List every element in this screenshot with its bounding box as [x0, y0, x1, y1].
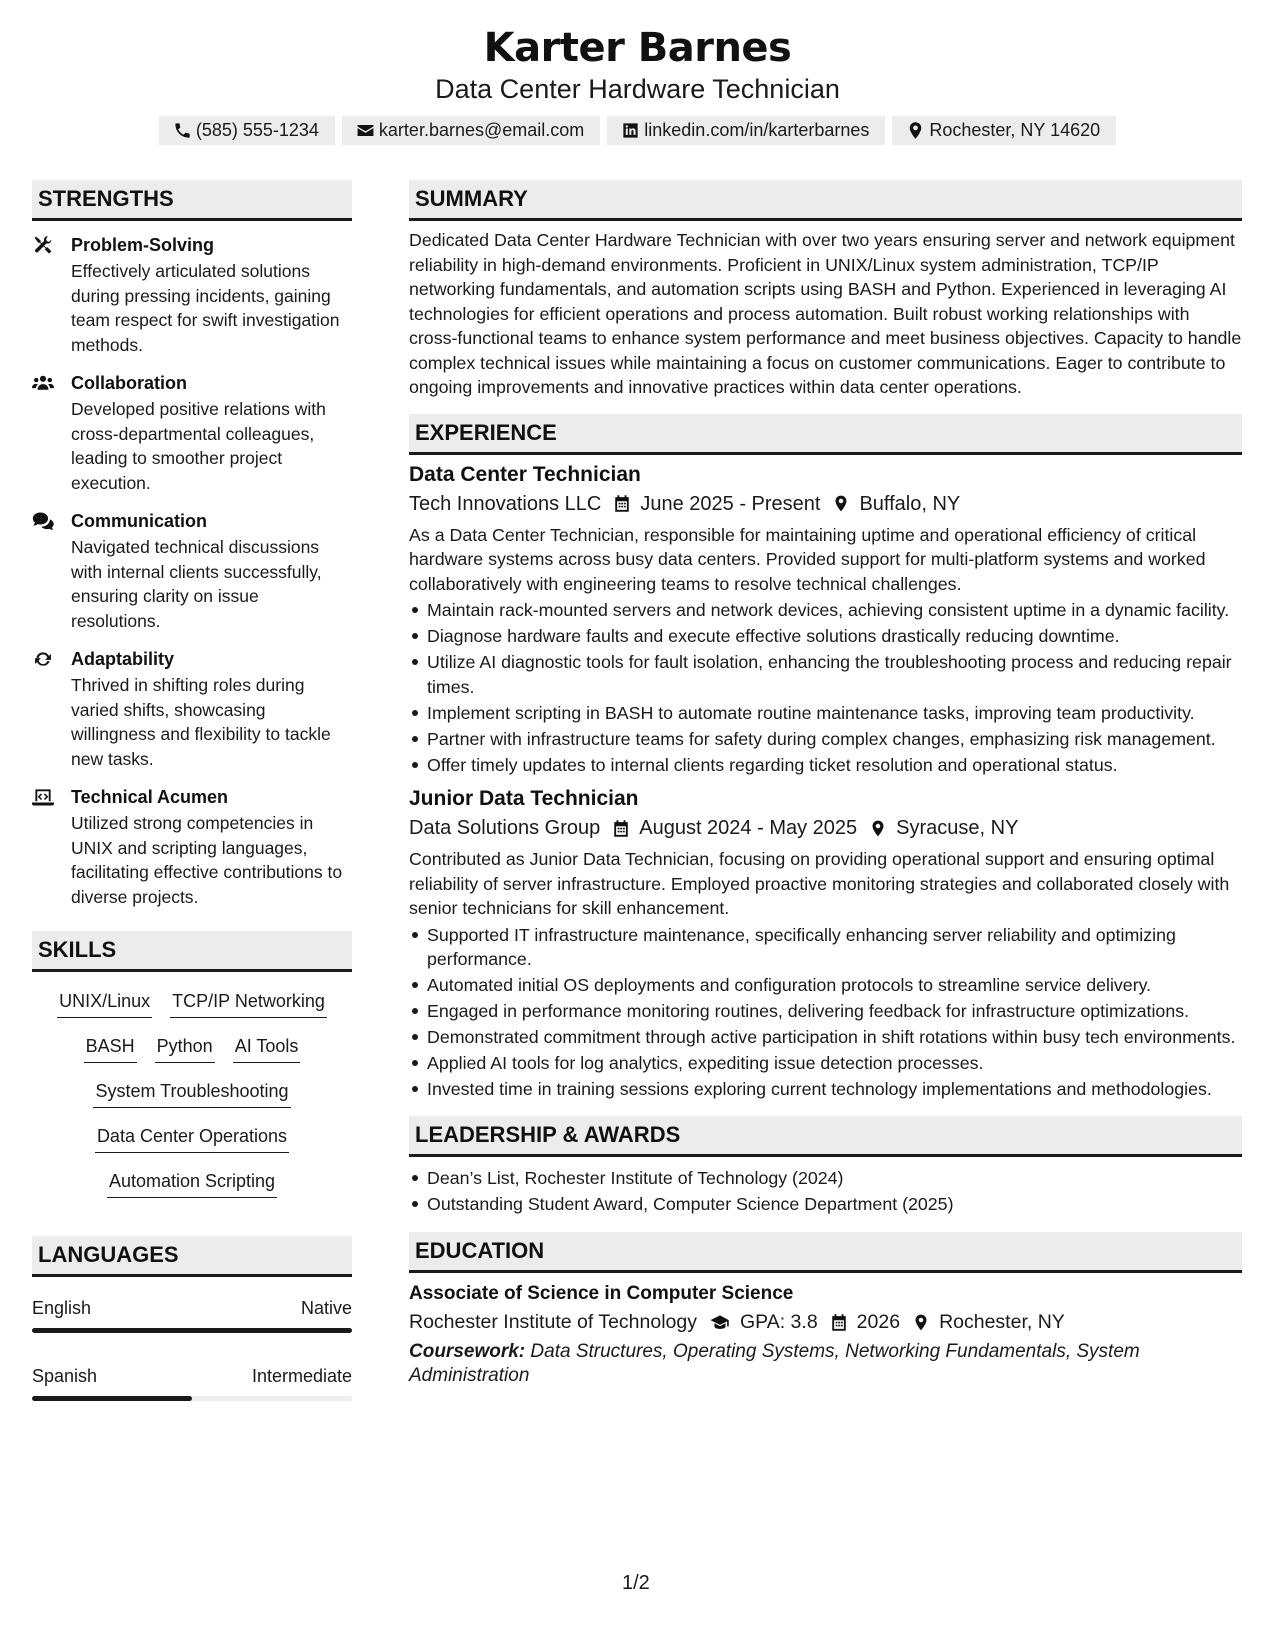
- school-name: Rochester Institute of Technology: [409, 1311, 697, 1333]
- education-entry: [409, 1281, 1242, 1388]
- skill-row: [38, 1034, 346, 1079]
- skill-row: [38, 1169, 346, 1214]
- summary-heading: SUMMARY: [409, 180, 1242, 221]
- list-item: Invested time in training sessions exploring current technology implementations and methodologies.: [409, 1077, 1242, 1102]
- contact-linkedin[interactable]: [607, 116, 885, 145]
- skills-heading: SKILLS: [32, 931, 352, 972]
- strength-text: Thrived in shifting roles during varied shifts, showcasing willingness and flexibility to tackle new tasks.: [71, 675, 331, 769]
- proficiency-fill: [32, 1328, 352, 1333]
- coursework-label: Coursework:: [409, 1341, 526, 1362]
- strength-title: Technical Acumen: [71, 787, 229, 807]
- strength-text: Utilized strong competencies in UNIX and scripting languages, facilitating effective contributions to diverse projects.: [71, 813, 343, 907]
- job-bullets: [409, 598, 1242, 777]
- phone-text: (585) 555-1234: [195, 120, 319, 140]
- language-level: Intermediate: [251, 1366, 352, 1386]
- calendar-icon: [613, 494, 631, 513]
- candidate-name: Karter Barnes: [483, 25, 792, 71]
- envelope-icon: [356, 121, 375, 140]
- list-item: Maintain rack-mounted servers and network devices, achieving consistent uptime in a dynamic facility.: [409, 598, 1242, 623]
- list-item: Partner with infrastructure teams for safety during complex changes, emphasizing risk management.: [409, 727, 1242, 752]
- strength-title: Problem-Solving: [71, 235, 215, 255]
- skills-list: [32, 989, 352, 1214]
- map-pin-icon: [906, 121, 925, 140]
- proficiency-bar: [32, 1396, 352, 1401]
- language-level: Native: [300, 1298, 352, 1318]
- left-column: [32, 180, 352, 1401]
- gpa-text: GPA: 3.8: [739, 1311, 818, 1333]
- contact-phone: [159, 116, 335, 145]
- strength-text: Effectively articulated solutions during pressing incidents, gaining team respect for swift investigation methods.: [71, 261, 340, 355]
- map-pin-icon: [832, 494, 850, 513]
- list-item: Supported IT infrastructure maintenance, specifically enhancing server reliability and optimizing performance.: [409, 923, 1242, 972]
- skill-tag: Data Center Operations: [95, 1124, 289, 1153]
- calendar-icon: [830, 1313, 848, 1332]
- strengths-heading: STRENGTHS: [32, 180, 352, 221]
- laptop-code-icon: [32, 787, 54, 807]
- job-meta: [409, 489, 1242, 519]
- strengths-list: [32, 233, 352, 909]
- strength-title: Collaboration: [71, 373, 187, 393]
- degree-title: Associate of Science in Computer Science: [409, 1283, 794, 1304]
- linkedin-text[interactable]: linkedin.com/in/karterbarnes: [644, 120, 870, 140]
- skill-tag: TCP/IP Networking: [170, 989, 327, 1018]
- job-location: Syracuse, NY: [896, 817, 1019, 839]
- users-icon: [32, 373, 54, 393]
- job-dates: August 2024 - May 2025: [639, 817, 858, 839]
- email-text[interactable]: karter.barnes@email.com: [378, 120, 585, 140]
- strength-item: [32, 371, 352, 495]
- strength-title: Adaptability: [71, 649, 175, 669]
- candidate-title: Data Center Hardware Technician: [435, 74, 840, 104]
- job-description: Contributed as Junior Data Technician, focusing on providing operational support and ensuring optimal reliability of server infrastructure. Employed proactive monitoring strategies and collaborated closely with senior technicians for skill enhancement.: [409, 849, 1230, 918]
- skill-tag: Python: [155, 1034, 215, 1063]
- list-item: Diagnose hardware faults and execute effective solutions drastically reducing downtime.: [409, 624, 1242, 649]
- skill-tag: UNIX/Linux: [57, 989, 152, 1018]
- strength-item: [32, 647, 352, 771]
- job-title: Junior Data Technician: [409, 787, 639, 810]
- strength-item: [32, 785, 352, 909]
- list-item: Offer timely updates to internal clients regarding ticket resolution and operational status.: [409, 753, 1242, 778]
- proficiency-bar: [32, 1328, 352, 1333]
- strength-title: Communication: [71, 511, 208, 531]
- phone-icon: [173, 121, 192, 140]
- list-item: Applied AI tools for log analytics, expediting issue detection processes.: [409, 1051, 1242, 1076]
- map-pin-icon: [912, 1313, 930, 1332]
- language-item: [32, 1296, 352, 1333]
- coursework: [409, 1340, 1242, 1388]
- calendar-icon: [612, 819, 630, 838]
- school-location: Rochester, NY: [939, 1311, 1065, 1333]
- summary-text: Dedicated Data Center Hardware Technician with over two years ensuring server and network equipment reliability in high-demand environments. Proficient in UNIX/Linux system administration, TCP/IP networking fundamentals, and automation scripts using BASH and Python. Experienced in leveraging AI technologies for efficient operations and process automation. Built robust working relationships with cross-functional teams to enhance system performance and meet business objectives. Capacity to handle complex technical issues while maintaining a focus on customer communications. Eager to contribute to ongoing improvements and innovative practices within data center operations.: [409, 230, 1242, 397]
- language-item: [32, 1364, 352, 1401]
- right-column: [409, 180, 1242, 1388]
- page-number: 1/2: [622, 1572, 650, 1594]
- contact-email[interactable]: [342, 116, 600, 145]
- list-item: Outstanding Student Award, Computer Science Department (2025): [409, 1192, 1242, 1217]
- job-dates: June 2025 - Present: [640, 492, 821, 515]
- company-name: Data Solutions Group: [409, 817, 601, 839]
- skill-row: [38, 1079, 346, 1124]
- education-meta: [409, 1307, 1242, 1337]
- coursework-text: Data Structures, Operating Systems, Networking Fundamentals, System Administration: [409, 1341, 1140, 1386]
- strength-item: [32, 233, 352, 357]
- strength-text: Navigated technical discussions with internal clients successfully, ensuring clarity on issue resolutions.: [71, 537, 322, 631]
- language-name: English: [32, 1298, 92, 1318]
- graduation-year: 2026: [856, 1311, 901, 1333]
- contact-bar: [0, 116, 1275, 145]
- awards-list: [409, 1166, 1242, 1217]
- tools-icon: [32, 235, 54, 255]
- list-item: Dean’s List, Rochester Institute of Technology (2024): [409, 1166, 1242, 1191]
- job-meta: [409, 813, 1242, 843]
- skill-row: [38, 1124, 346, 1169]
- skill-tag: System Troubleshooting: [93, 1079, 290, 1108]
- list-item: Demonstrated commitment through active participation in shift rotations within busy tech environments.: [409, 1025, 1242, 1050]
- job-title: Data Center Technician: [409, 462, 641, 486]
- language-name: Spanish: [32, 1366, 98, 1386]
- strength-text: Developed positive relations with cross-departmental colleagues, leading to smoother project execution.: [71, 399, 326, 493]
- graduation-cap-icon: [709, 1313, 731, 1332]
- comments-icon: [32, 511, 54, 531]
- company-name: Tech Innovations LLC: [409, 492, 602, 515]
- languages-heading: LANGUAGES: [32, 1236, 352, 1277]
- resume-header: [0, 22, 1275, 145]
- job-entry: [409, 785, 1242, 1102]
- job-description: As a Data Center Technician, responsible for maintaining uptime and operational efficiency of critical hardware systems across busy data centers. Provided support for multi-platform systems and worked collaboratively with engineering teams to resolve technical challenges.: [409, 524, 1206, 594]
- map-pin-icon: [869, 819, 887, 838]
- languages-list: [32, 1296, 352, 1401]
- list-item: Engaged in performance monitoring routines, delivering feedback for infrastructure optimizations.: [409, 999, 1242, 1024]
- experience-heading: EXPERIENCE: [409, 414, 1242, 455]
- contact-location: [892, 116, 1116, 145]
- skill-row: [38, 989, 346, 1034]
- awards-heading: LEADERSHIP & AWARDS: [409, 1116, 1242, 1157]
- list-item: Utilize AI diagnostic tools for fault isolation, enhancing the troubleshooting process and reducing repair times.: [409, 650, 1242, 699]
- linkedin-icon: [621, 121, 640, 140]
- job-bullets: [409, 923, 1242, 1102]
- job-entry: [409, 461, 1242, 778]
- strength-item: [32, 509, 352, 633]
- proficiency-fill: [32, 1396, 192, 1401]
- sync-icon: [32, 649, 54, 669]
- list-item: Implement scripting in BASH to automate routine maintenance tasks, improving team productivity.: [409, 701, 1242, 726]
- list-item: Automated initial OS deployments and configuration protocols to streamline service delivery.: [409, 973, 1242, 998]
- location-text: Rochester, NY 14620: [929, 120, 1101, 140]
- skill-tag: AI Tools: [233, 1034, 301, 1063]
- job-location: Buffalo, NY: [859, 492, 961, 515]
- education-heading: EDUCATION: [409, 1232, 1242, 1273]
- skill-tag: Automation Scripting: [107, 1169, 277, 1198]
- skill-tag: BASH: [84, 1034, 137, 1063]
